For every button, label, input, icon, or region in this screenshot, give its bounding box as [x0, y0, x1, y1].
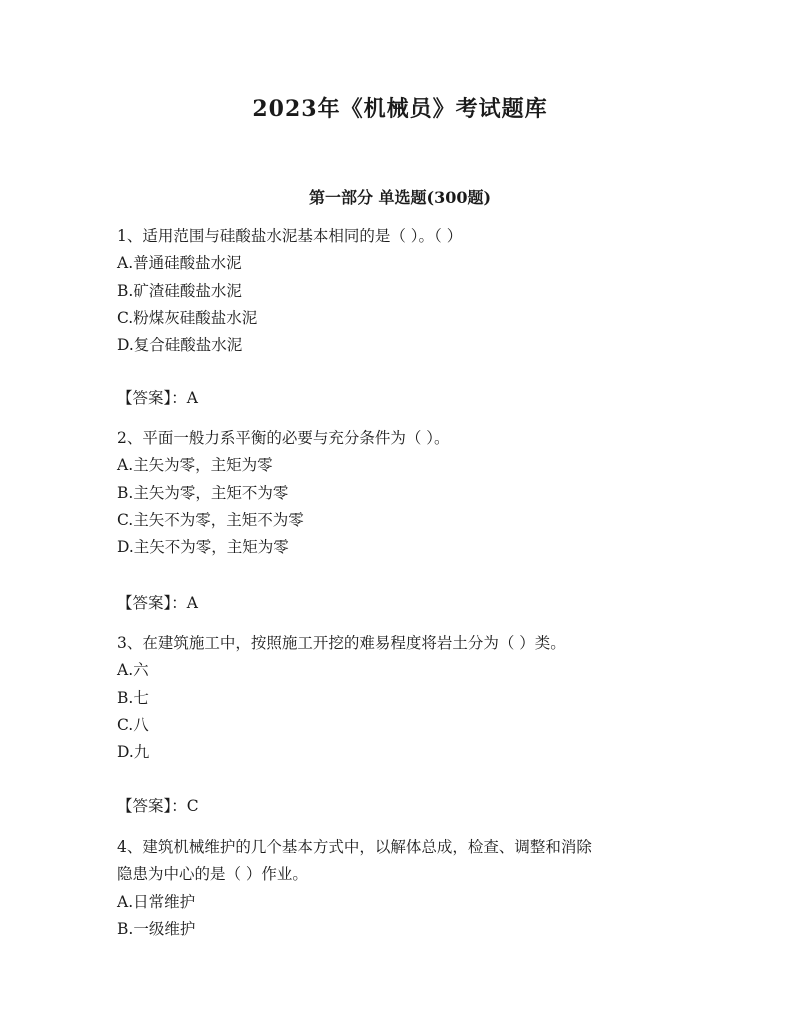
option-d: D.复合硅酸盐水泥	[117, 336, 243, 355]
option-a: A.主矢为零，主矩为零	[117, 456, 273, 475]
section-heading: 第一部分 单选题(300题)	[308, 188, 492, 207]
option-a: A.普通硅酸盐水泥	[117, 254, 242, 273]
question-stem: 2、平面一般力系平衡的必要与充分条件为（ ）。	[117, 429, 450, 447]
question-4	[117, 834, 697, 943]
question-1	[117, 223, 697, 359]
option-b: B.一级维护	[117, 919, 196, 938]
question-stem-line-2: 隐患为中心的是（ ）作业。	[117, 865, 308, 884]
answer-1: 【答案】：A	[117, 389, 198, 407]
option-c: C.主矢不为零，主矩不为零	[117, 510, 304, 529]
question-stem: 1、适用范围与硅酸盐水泥基本相同的是（ ）。（ ）	[117, 227, 463, 245]
option-c: C.八	[117, 715, 149, 734]
question-stem: 3、在建筑施工中，按照施工开挖的难易程度将岩土分为（ ）类。	[117, 634, 566, 652]
option-b: B.主矢为零，主矩不为零	[117, 483, 289, 502]
answer-3: 【答案】：C	[117, 797, 199, 815]
option-a: A.日常维护	[117, 892, 196, 911]
page-title: 2023年《机械员》考试题库	[252, 96, 548, 122]
option-d: D.主矢不为零，主矩为零	[117, 538, 289, 557]
answer-2: 【答案】：A	[117, 594, 198, 612]
option-b: B.七	[117, 688, 149, 707]
option-d: D.九	[117, 743, 150, 762]
question-stem-line-1: 4、建筑机械维护的几个基本方式中，以解体总成，检查、调整和消除	[117, 838, 592, 856]
option-a: A.六	[117, 661, 149, 680]
option-b: B.矿渣硅酸盐水泥	[117, 281, 242, 300]
option-c: C.粉煤灰硅酸盐水泥	[117, 308, 258, 327]
question-3	[117, 630, 697, 766]
question-2	[117, 425, 697, 561]
